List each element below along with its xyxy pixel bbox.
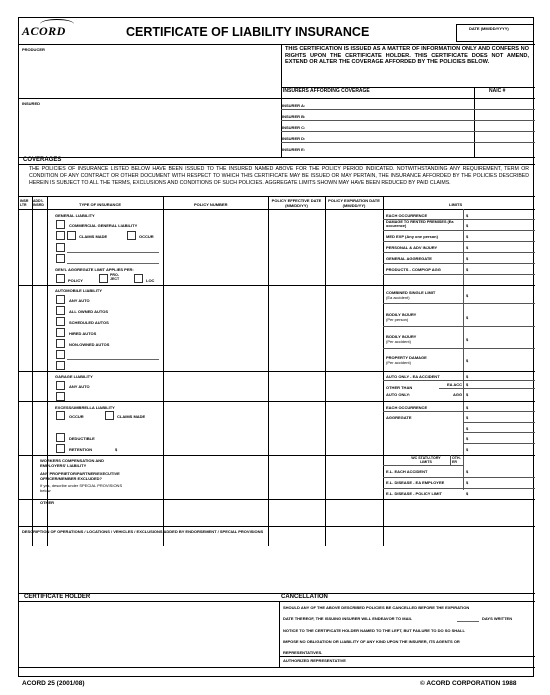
cancellation-line-5: REPRESENTATIVES.: [283, 650, 323, 655]
insurers-heading: INSURERS AFFORDING COVERAGE: [283, 88, 370, 94]
project-checkbox[interactable]: [99, 274, 108, 283]
gl-blank-checkbox-1[interactable]: [56, 243, 65, 252]
all-owned-autos-checkbox[interactable]: [56, 306, 65, 315]
excess-occur-checkbox[interactable]: [56, 411, 65, 420]
copyright: © ACORD CORPORATION 1988: [420, 680, 517, 687]
col-expiration: POLICY EXPIRATION DATE (MM/DD/YY): [328, 198, 380, 208]
certificate-holder-label: CERTIFICATE HOLDER: [24, 594, 91, 600]
wc-statutory-label: WC STATU-TORY LIMITS: [411, 456, 441, 465]
wc-limit-ea-employee: E.L. DISEASE - EA EMPLOYEE: [386, 480, 445, 485]
auto-liability-title: AUTOMOBILE LIABILITY: [55, 288, 103, 293]
workers-proprietor-label: ANY PROPRIETOR/PARTNER/EXECUTIVE OFFICER/MEMBER EXCLUDED?: [40, 471, 120, 481]
coverages-heading: COVERAGES: [23, 157, 62, 163]
garage-any-auto-label: ANY AUTO: [69, 384, 90, 389]
claims-made-checkbox[interactable]: [56, 231, 65, 240]
auto-limit-csl-sub: (Ea accident): [386, 295, 410, 300]
non-owned-autos-label: NON-OWNED AUTOS: [69, 342, 110, 347]
col-effective: POLICY EFFECTIVE DATE (MM/DD/YY): [271, 198, 322, 208]
policy-checkbox[interactable]: [56, 274, 65, 283]
excess-limit-aggregate: AGGREGATE: [386, 415, 412, 420]
certificate-form: DATE (MM/DD/YYYY) PRODUCER THIS CERTIFICATION IS ISSUED AS A MATTER OF INFORMATION ONLY AND CONFERS NO RIGHTS UPON THE CERTIFICATE HOLDER. THIS CERTIFICATE DOES NOT AMEND, EXTEND OR ALTER THE COVERAGE AFFORDED BY THE POLICIES BELOW. INSURERS AFFORDING COVERAGE NAIC # INSURED INSURER A: INSURER B: INSURER C: INSURER D: INSURER E: COVERAGES THE POLICIES OF INSURANCE LISTED BELOW HAVE BEEN ISSUED TO THE INSURED NAMED ABOVE FOR THE POLICY PERIOD INDICATED. NOTWITHSTANDING ANY REQUIREMENT, TERM OR CONDITION OF ANY CONTRACT OR OTHER DOCUMENT WITH RESPECT TO WHICH THIS CERTIFICATE MAY BE ISSUED OR MAY PERTAIN, THE INSURANCE AFFORDED BY THE POLICIES DESCRIBED HEREIN IS SUBJECT TO ALL THE TERMS, EXCLUSIONS AND CONDITIONS OF SUCH POLICIES. AGGREGATE LIMITS SHOWN MAY HAVE BEEN REDUCED BY PAID CLAIMS. INSR LTR ADD'L INSRD TYPE OF INSURANCE POLICY NUMBER POLICY EFFECTIVE DATE (MM/DD/YY) POLICY EXPIRATION DATE (MM/DD/YY) LIMITS GENERAL LIABILITY COMMERCIAL GENERAL LIABILITY CLAIMS MADE OCCUR GEN'L AGGREGATE LIMIT APPLIES PER: POLICY PRO-JECT LOC EACH OCCURRENCE $ DAMAGE TO RENTED PREMISES (Ea occurence) $ MED EXP (Any one person) $ PERSONAL & ADV INJURY $ GENERAL AGGREGATE $ PRODUCTS - COMP/OP AGG $ AUTOMOBILE LIABILITY ANY AUTO ALL OWNED AUTOS SCHEDULED AUTOS HIRED AUTOS NON-OWNED AUTOS COMBINED SINGLE LIMIT (Ea accident) $ BODILY INJURY (Per person) $ BODILY INJURY (Per accident) $ PROPERTY DAMAGE (Per accident) $ GARAGE LIABILITY ANY AUTO AUTO ONLY - EA ACCIDENT $ OTHER THAN AUTO ONLY: EA ACC $ AGG $ EXCESS/UMBRELLA LIABILITY OCCUR CLAIMS MADE DEDUCTIBLE RETENTION $ EACH OCCURRENCE $ AGGREGATE $ $ $ $ WORKERS COMPENSATION AND EMPLOYERS' LIABILITY ANY PROPRIETOR/PARTNER/EXECUTIVE OFFICER/MEMBER EXCLUDED? If yes, describe under SPECIAL PROVISIONS below WC STATU-TORY LIMITS OTH-ER E.L. EACH ACCIDENT $ E.L. DISEASE - EA EMPLOYEE $ E.L. DISEASE - POLICY LIMIT $ OTHER DESCRIPTION OF OPERATIONS / LOCATIONS / VEHICLES / EXCLUSIONS ADDED BY ENDORSEMENT / SPECIAL PROVISIONS CERTIFICATE HOLDER CANCELLATION SHOULD ANY OF THE ABOVE DESCRIBED POLICIES BE CANCELLED BEFORE THE EXPIRATION DATE THEREOF, THE ISSUING INSURER WILL ENDEAVOR TO MAIL DAYS WRITTEN NOTICE TO THE CERTIFICATE HOLDER NAMED TO THE LEFT, BUT FAILURE TO DO SO SHALL IMPOSE NO OBLIGATION OR LIABILITY OF ANY KIND UPON THE INSURER, ITS AGENTS OR REPRESENTATIVES. AUTHORIZED REPRESENTATIVE: [18, 17, 534, 677]
cancellation-line-4: IMPOSE NO OBLIGATION OR LIABILITY OF ANY KIND UPON THE INSURER, ITS AGENTS OR: [283, 639, 460, 644]
retention-label: RETENTION: [69, 447, 93, 452]
coverages-notice: THE POLICIES OF INSURANCE LISTED BELOW HAVE BEEN ISSUED TO THE INSURED NAMED ABOVE FOR THE POLICY PERIOD INDICATED. NOTWITHSTANDING ANY REQUIREMENT, TERM OR CONDITION OF ANY CONTRACT OR OTHER DOCUMENT WITH RESPECT TO WHICH THIS CERTIFICATE MAY BE ISSUED OR MAY PERTAIN, THE INSURANCE AFFORDED BY THE POLICIES DESCRIBED HEREIN IS SUBJECT TO ALL THE TERMS, EXCLUSIONS AND CONDITIONS OF SUCH POLICIES. AGGREGATE LIMITS SHOWN MAY HAVE BEEN REDUCED BY PAID CLAIMS.: [29, 166, 529, 186]
excess-liability-title: EXCESS/UMBRELLA LIABILITY: [55, 405, 115, 410]
auto-limit-bi-accident: BODILY INJURY: [386, 334, 417, 339]
other-label: OTHER: [40, 500, 54, 505]
gl-blank-checkbox-2[interactable]: [56, 254, 65, 263]
policy-label: POLICY: [68, 278, 83, 283]
deductible-label: DEDUCTIBLE: [69, 436, 95, 441]
garage-ea-acc-label: EA ACC: [447, 382, 463, 387]
occur-label: OCCUR: [139, 234, 154, 239]
garage-auto-only-label: AUTO ONLY - EA ACCIDENT: [386, 374, 440, 379]
claims-made-inner-checkbox[interactable]: [67, 231, 76, 240]
loc-label: LOC: [146, 278, 155, 283]
garage-auto-only2-label: AUTO ONLY:: [386, 392, 411, 397]
hired-autos-label: HIRED AUTOS: [69, 331, 97, 336]
gl-limit-general-aggregate: GENERAL AGGREGATE: [386, 256, 432, 261]
garage-any-auto-checkbox[interactable]: [56, 381, 65, 390]
scheduled-autos-label: SCHEDULED AUTOS: [69, 320, 109, 325]
commercial-general-liability-checkbox[interactable]: [56, 220, 65, 229]
auto-limit-pd: PROPERTY DAMAGE: [386, 355, 427, 360]
gl-limit-med-exp: MED EXP (Any one person): [386, 234, 438, 239]
insurer-a[interactable]: INSURER A:: [282, 103, 306, 108]
gl-limit-products: PRODUCTS - COMP/OP AGG: [386, 267, 441, 272]
date-label: DATE (MM/DD/YYYY): [469, 26, 509, 31]
cancellation-line-1: SHOULD ANY OF THE ABOVE DESCRIBED POLICIES BE CANCELLED BEFORE THE EXPIRATION: [283, 605, 470, 610]
auto-limit-bi-person-sub: (Per person): [386, 317, 409, 322]
cancellation-line-2b: DAYS WRITTEN: [482, 616, 513, 621]
page-title: CERTIFICATE OF LIABILITY INSURANCE: [126, 25, 370, 39]
excess-occur-label: OCCUR: [69, 414, 84, 419]
auto-limit-pd-sub: (Per accident): [386, 360, 411, 365]
gl-limit-damage-rented: DAMAGE TO RENTED PREMISES (Ea occurence): [386, 220, 454, 229]
insurer-c[interactable]: INSURER C:: [282, 125, 306, 130]
occur-checkbox[interactable]: [127, 231, 136, 240]
col-addl-insrd: ADD'L INSRD: [33, 199, 44, 207]
form-number: ACORD 25 (2001/08): [22, 680, 85, 687]
insured-label: INSURED: [22, 101, 41, 106]
excess-claims-made-label: CLAIMS MADE: [117, 414, 146, 419]
description-label: DESCRIPTION OF OPERATIONS / LOCATIONS / VEHICLES / EXCLUSIONS ADDED BY ENDORSEMENT / SPECIAL PROVISIONS: [22, 529, 264, 534]
any-auto-label: ANY AUTO: [69, 298, 90, 303]
gl-limit-personal-adv: PERSONAL & ADV INJURY: [386, 245, 438, 250]
deductible-checkbox[interactable]: [56, 433, 65, 442]
producer-label: PRODUCER: [22, 47, 45, 52]
col-policy-number: POLICY NUMBER: [194, 202, 228, 207]
auto-limit-bi-person: BODILY INJURY: [386, 312, 417, 317]
hired-autos-checkbox[interactable]: [56, 328, 65, 337]
wc-limit-policy-limit: E.L. DISEASE - POLICY LIMIT: [386, 491, 442, 496]
cancellation-heading: CANCELLATION: [281, 594, 328, 600]
gl-limit-each-occurrence: EACH OCCURRENCE: [386, 213, 428, 218]
naic-label: NAIC #: [489, 88, 506, 94]
acord-logo: ACORD: [22, 24, 66, 38]
general-liability-title: GENERAL LIABILITY: [55, 213, 95, 218]
any-auto-checkbox[interactable]: [56, 295, 65, 304]
col-type: TYPE OF INSURANCE: [79, 202, 122, 207]
aggregate-applies-label: GEN'L AGGREGATE LIMIT APPLIES PER:: [55, 267, 134, 272]
retention-checkbox[interactable]: [56, 444, 65, 453]
col-limits: LIMITS: [449, 202, 463, 207]
insurer-e[interactable]: INSURER E:: [282, 147, 306, 152]
excess-claims-made-checkbox[interactable]: [105, 411, 114, 420]
cancellation-line-3: NOTICE TO THE CERTIFICATE HOLDER NAMED TO THE LEFT, BUT FAILURE TO DO SO SHALL: [283, 628, 465, 633]
excess-limit-each-occurrence: EACH OCCURRENCE: [386, 405, 428, 410]
workers-comp-title: WORKERS COMPENSATION AND EMPLOYERS' LIABILITY: [40, 458, 104, 468]
auto-limit-bi-accident-sub: (Per accident): [386, 339, 411, 344]
claims-made-label: CLAIMS MADE: [79, 234, 108, 239]
authorized-representative-label: AUTHORIZED REPRESENTATIVE: [283, 658, 346, 663]
loc-checkbox[interactable]: [134, 274, 143, 283]
garage-other-than-label: OTHER THAN: [386, 385, 413, 390]
all-owned-autos-label: ALL OWNED AUTOS: [69, 309, 109, 314]
garage-agg-label: AGG: [453, 392, 463, 397]
information-notice: THIS CERTIFICATION IS ISSUED AS A MATTER OF INFORMATION ONLY AND CONFERS NO RIGHTS UPON THE CERTIFICATE HOLDER. THIS CERTIFICATE DOES NOT AMEND, EXTEND OR ALTER THE COVERAGE AFFORDED BY THE POLICIES BELOW.: [285, 46, 529, 66]
auto-limit-csl: COMBINED SINGLE LIMIT: [386, 290, 436, 295]
project-label: PRO-JECT: [110, 273, 120, 282]
workers-describe-label: If yes, describe under SPECIAL PROVISIONS below: [40, 483, 123, 493]
col-insr-ltr: INSR LTR: [20, 199, 29, 207]
auto-blank-checkbox-1[interactable]: [56, 350, 65, 359]
insurer-d[interactable]: INSURER D:: [282, 136, 306, 141]
wc-other-label: OTH-ER: [452, 456, 461, 465]
non-owned-autos-checkbox[interactable]: [56, 339, 65, 348]
scheduled-autos-checkbox[interactable]: [56, 317, 65, 326]
garage-liability-title: GARAGE LIABILITY: [55, 374, 93, 379]
commercial-general-liability-label: COMMERCIAL GENERAL LIABILITY: [69, 223, 138, 228]
insurer-b[interactable]: INSURER B:: [282, 114, 306, 119]
auto-blank-checkbox-2[interactable]: [56, 361, 65, 370]
garage-blank-checkbox[interactable]: [56, 392, 65, 401]
wc-limit-each-accident: E.L. EACH ACCIDENT: [386, 469, 428, 474]
cancellation-line-2a: DATE THEREOF, THE ISSUING INSURER WILL ENDEAVOR TO MAIL: [283, 616, 413, 621]
